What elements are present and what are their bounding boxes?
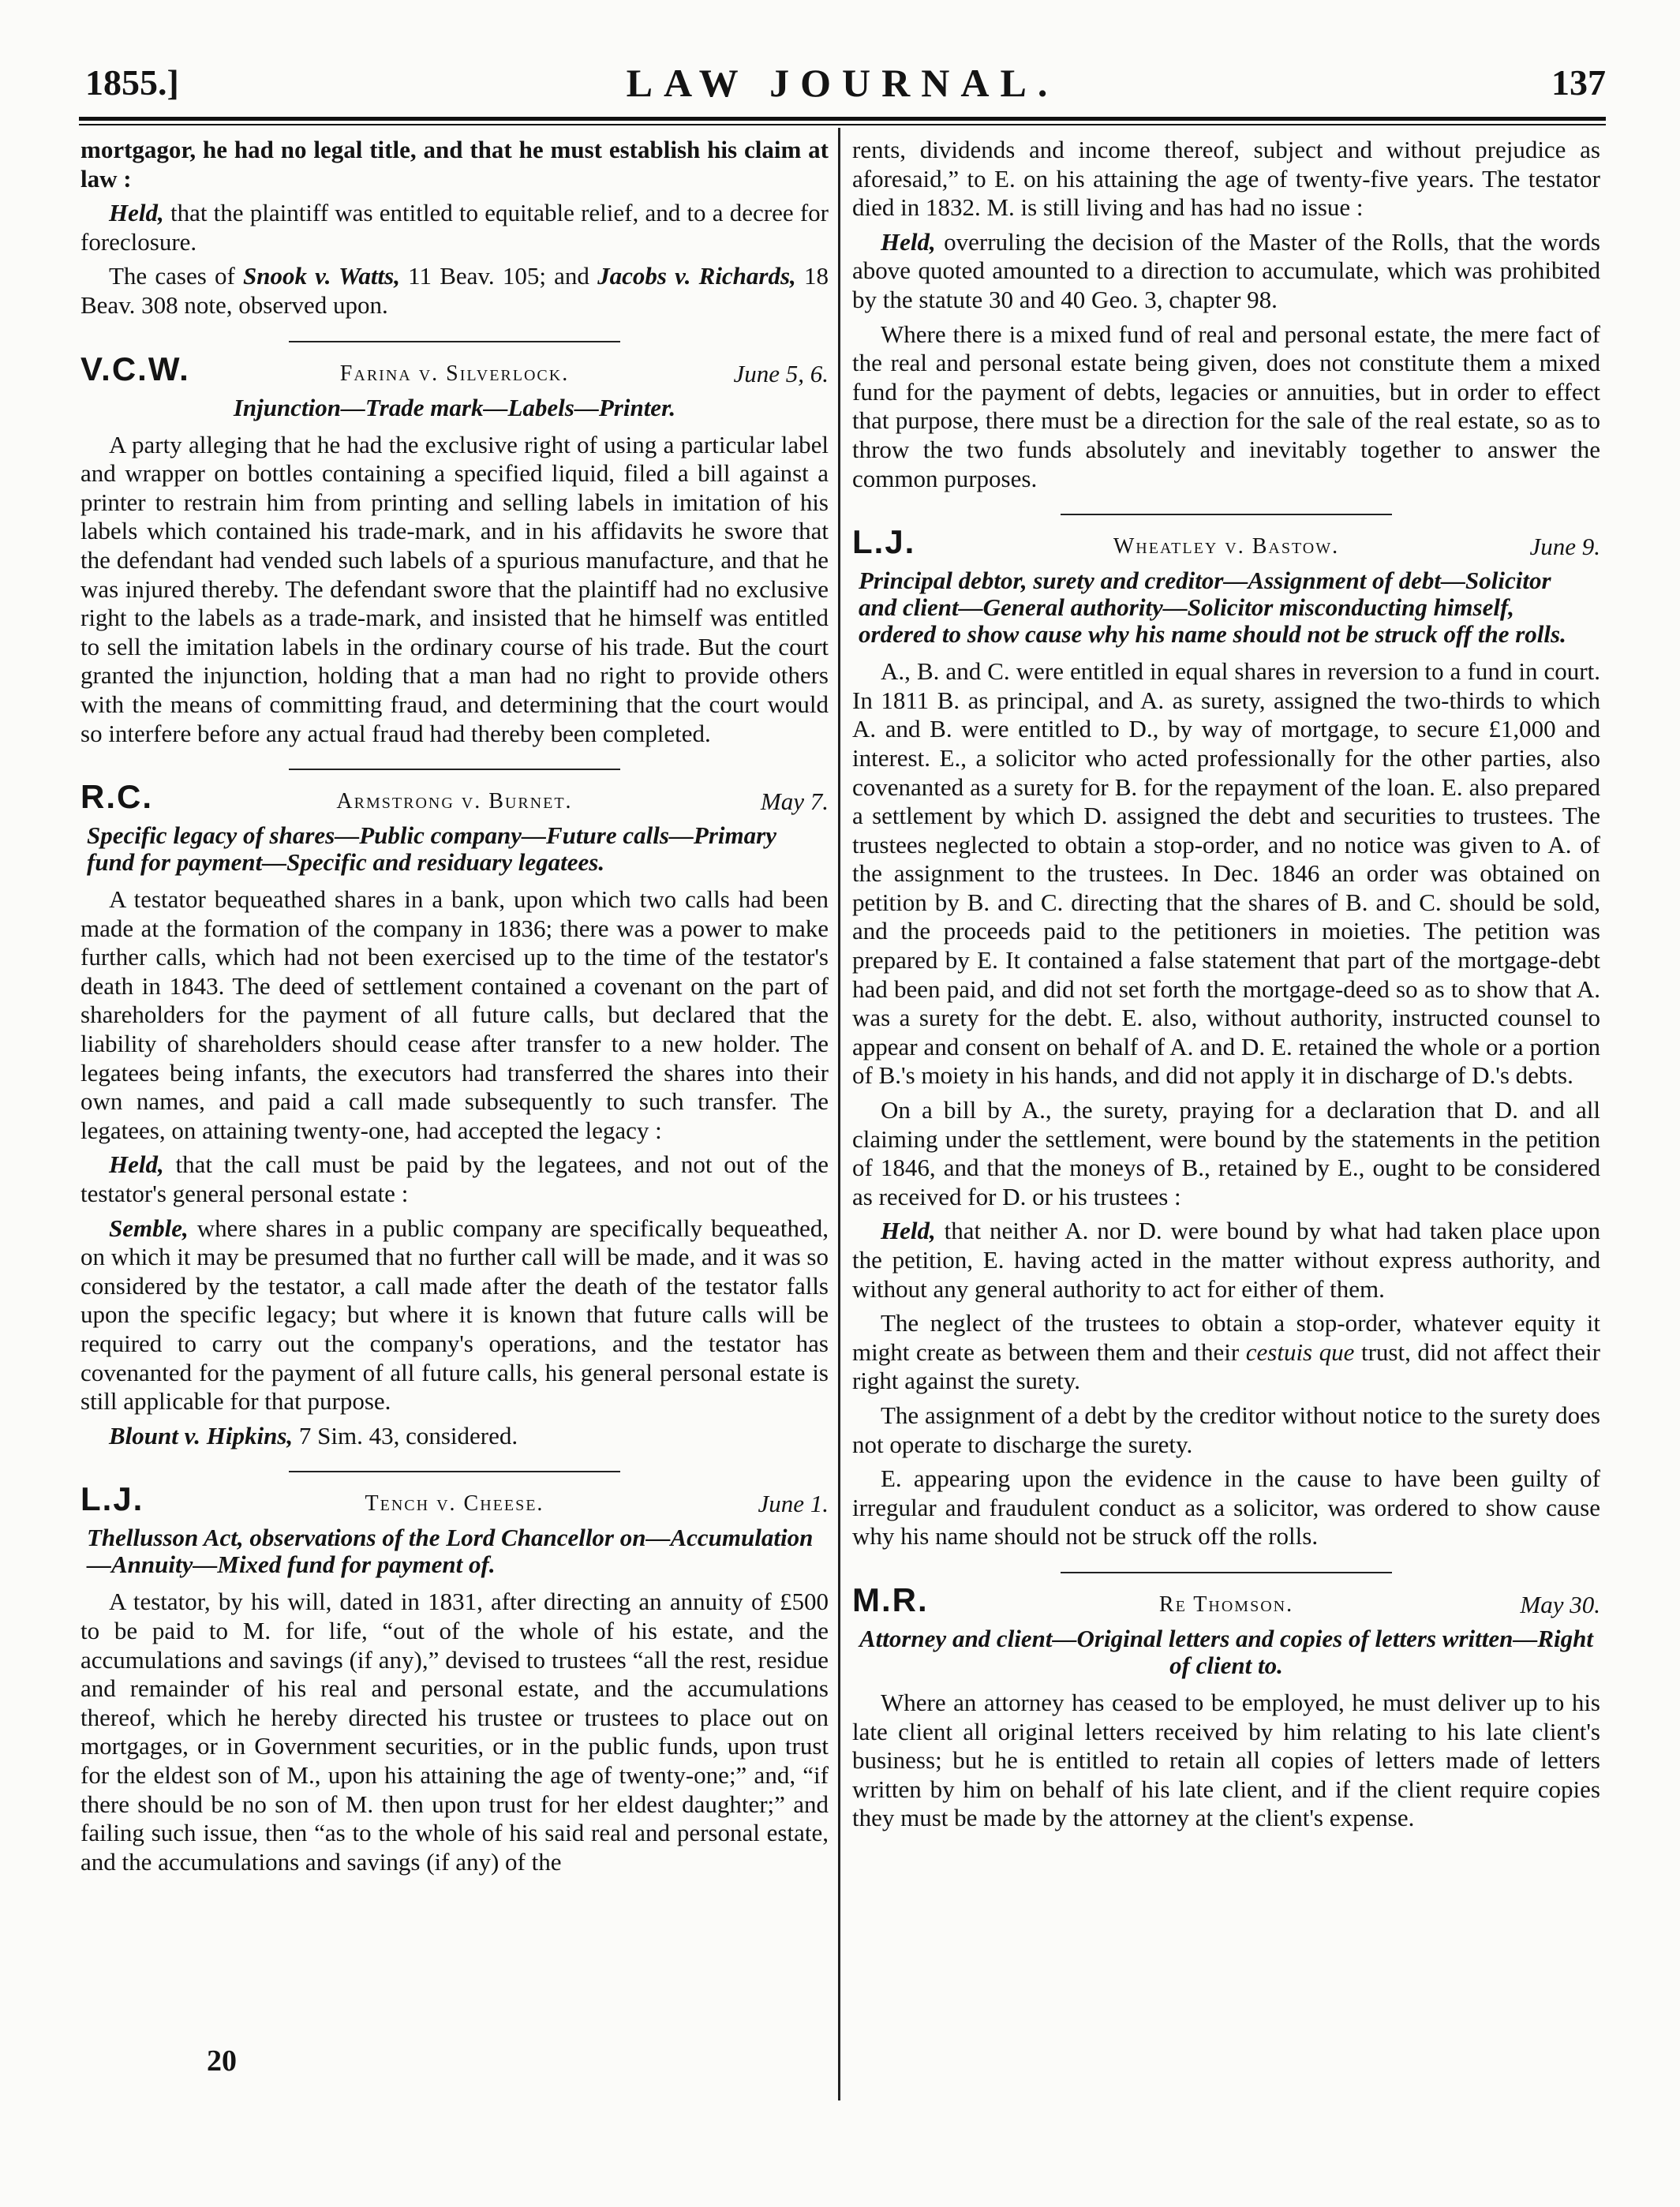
case-paragraph: A testator, by his will, dated in 1831, after directing an annuity of £500 to be paid to M. for life, “out of the whole of his estate, and the accumulations and savings (if any),” devised to trustees “all the rest, residue and remainder of his real and personal estate, and the accumulations thereof, which he hereby directed his trustee or trustees to place out on mortgages, or in Government securities, or in the public funds, upon trust for the eldest son of M., upon his attaining the age of twenty-one;” and, “if there should be no son of M. then upon trust for her eldest daughter;” and failing such issue, then “as to the whole of his said real and personal estate, and the accumulations and savings (if any) of the [80,1588,829,1876]
case-paragraph: Where an attorney has ceased to be employed, he must deliver up to his late client all original letters received by him relating to his late client's business; but he is entitled to retain all copies of letters made of letters written by him on behalf of his late client, and if the client require copies they must be made by the attorney at the client's expense. [852,1688,1600,1832]
continued-text: rents, dividends and income thereof, subject and without prejudice as aforesaid,” to E. on his attaining the age of twenty-five years. The testator died in 1832. M. is still living and has had no issue : [852,136,1600,222]
held-lead: Held, [109,199,164,227]
para-text-b: trust, did not affect their right against the surety. [852,1337,1600,1395]
case-paragraph: E. appearing upon the evidence in the cause to have been guilty of irregular and fraudulent conduct as a solicitor, was ordered to show cause why his name should not be struck off the rolls. [852,1464,1600,1551]
case-separator [1061,1572,1392,1573]
court-label: M.R. [852,1580,929,1618]
case-paragraph: A party alleging that he had the exclusive right of using a particular label and wrapper on bottles containing a specified liquid, filed a bill against a printer to restrain him from printing and selling labels in imitation of his labels which contained his trade-mark, and in his affidavits he swore that the defendant had vended such labels of a spurious manufacture, and that he was injured thereby. The defendant swore that the plaintiff had no exclusive right to the labels as a trade-mark, and insisted that he himself was entitled to sell the imitation labels in the ordinary course of his trade. But the court granted the injunction, holding that a man had no right to provide others with the means of committing fraud, and determining that the court would so interfere before any actual fraud had thereby been completed. [80,430,829,747]
holding-paragraph [852,228,1600,315]
case-parties: Re Thomson. [1158,1592,1294,1617]
holding-paragraph [80,1150,829,1208]
holding-paragraph [80,199,829,256]
header-rule [79,117,1606,121]
court-label: V.C.W. [80,350,190,387]
continued-text: mortgagor, he had no legal title, and that he must establish his claim at law : [80,136,829,193]
case-parties: Armstrong v. Burnet. [336,789,573,814]
court-label: L.J. [80,1480,144,1518]
case-parties: Tench v. Cheese. [365,1491,544,1517]
header-rule-thin [79,124,1606,125]
cases-text-c: 18 Beav. 308 note, observed upon. [80,262,829,319]
case-catchwords: Specific legacy of shares—Public company—Future calls—Primary fund for payment—Specific and residuary legatees. [87,821,776,877]
cases-paragraph [80,262,829,320]
case-catchwords: Attorney and client—Original letters and copies of letters written—Right of client to. [859,1624,1594,1679]
considered-paragraph [80,1422,829,1451]
cases-text-a: The cases of [109,262,243,290]
case-citation-1: Snook v. Watts, [243,262,400,290]
court-label: L.J. [852,523,916,561]
holding-paragraph [852,1217,1600,1304]
case-separator [289,769,620,770]
semble-lead: Semble, [109,1214,189,1242]
case-heading [80,1480,829,1524]
court-label: R.C. [80,778,153,816]
header-page-number: 137 [1551,62,1606,103]
case-separator [289,1471,620,1472]
case-date: June 9. [1529,533,1600,561]
case-separator [1061,514,1392,515]
case-catchwords: Principal debtor, surety and creditor—Assignment of debt—Solicitor and client—General authority—Solicitor misconducting himself, ordered to show cause why his name should not be struck off the rolls. [859,567,1566,649]
case-heading [852,523,1600,567]
case-separator [289,341,620,342]
case-date: May 7. [760,787,829,816]
case-catchwords: Injunction—Trade mark—Labels—Printer. [233,393,676,421]
case-paragraph: Where there is a mixed fund of real and personal estate, the mere fact of the real and personal estate being given, does not constitute them a mixed fund for the payment of debts, legacies or annuities, but in order to effect that purpose, there must be a direction for the sale of the real estate, so as to throw the two funds absolutely and inevitably together to answer the common purposes. [852,320,1600,492]
case-citation-2: Jacobs v. Richards, [597,262,796,290]
holding-text: that the plaintiff was entitled to equitable relief, and to a decree for foreclosure. [80,199,829,256]
case-paragraph: The assignment of a debt by the creditor without notice to the surety does not operate to discharge the surety. [852,1401,1600,1458]
case-citation: Blount v. Hipkins, [109,1421,294,1450]
para-text-a: The neglect of the trustees to obtain a stop-order, whatever equity it might create as between them and their [852,1309,1600,1366]
para-italic: cestuis que [1245,1337,1355,1366]
case-heading [852,1580,1600,1625]
holding-text: that neither A. nor D. were bound by what had taken place upon the petition, E. having acted in the matter without express authority, and without any general authority to act for either of them. [852,1217,1600,1303]
holding-text: overruling the decision of the Master of the Rolls, that the words above quoted amounted to a direction to accumulate, which was prohibited by the statute 30 and 40 Geo. 3, chapter 98. [852,227,1600,313]
held-lead: Held, [109,1150,164,1179]
case-date: June 5, 6. [733,359,829,387]
case-catchwords: Thellusson Act, observations of the Lord Chancellor on—Accumulation—Annuity—Mixed fund for payment of. [87,1524,814,1579]
case-paragraph: On a bill by A., the surety, praying for a declaration that D. and all claiming under the settlement, were bound by the statements in the petition of 1846, and that the moneys of B., retained by E., ought to be considered as received for D. or his trustees : [852,1096,1600,1210]
case-date: May 30. [1520,1590,1600,1618]
case-heading [80,778,829,822]
signature-mark: 20 [207,2044,237,2078]
page-header [79,49,1606,128]
header-title: LAW JOURNAL. [626,61,1059,105]
header-year: 1855.] [85,62,179,103]
case-parties: Wheatley v. Bastow. [1113,534,1340,559]
semble-paragraph [80,1214,829,1416]
held-lead: Held, [881,1217,936,1245]
right-column [852,136,1600,1833]
held-lead: Held, [881,227,936,256]
case-paragraph [852,1309,1600,1396]
left-column [80,136,829,1876]
case-date: June 1. [758,1490,829,1518]
case-paragraph: A testator bequeathed shares in a bank, upon which two calls had been made at the formation of the company in 1836; there was a power to make further calls, which had not been exercised up to the time of the testator's death in 1843. The deed of settlement contained a covenant on the part of shareholders for the payment of all future calls, but declared that the liability of shareholders should cease after transfer to a new holder. The legatees being infants, the executors had transferred the shares into their own names, and paid a call made subsequently to such transfer. The legatees, on attaining twenty-one, had accepted the legacy : [80,885,829,1144]
column-divider [838,128,840,2100]
cases-text-b: 11 Beav. 105; and [399,262,598,290]
holding-text: that the call must be paid by the legatees, and not out of the testator's general personal estate : [80,1150,829,1208]
case-parties: Farina v. Silverlock. [339,361,570,386]
case-paragraph: A., B. and C. were entitled in equal shares in reversion to a fund in court. In 1811 B. as principal, and A. as surety, assigned the two-thirds to which A. and B. were entitled to D., by way of mortgage, to secure £1,000 and interest. E., a solicitor who acted professionally for the other parties, also covenanted as a surety for B. for the repayment of the loan. E. also prepared a settlement by which D. assigned the debt and securities to trustees. The trustees neglected to obtain a stop-order, and no notice was given to A. of the assignment to the trustees. In Dec. 1846 an order was obtained on petition by B. and C. directing that the shares of B. and C. should be sold, and the proceeds paid to the petitioners in moieties. The petition was prepared by E. It contained a false statement that part of the mortgage-debt had been paid, and did not set forth the mortgage-deed so as to show that A. was a surety for the debt. E. also, without authority, instructed counsel to appear and consent on behalf of A. and D. E. retained the whole or a portion of B.'s moiety in his hands, and did not apply it in discharge of D.'s debts. [852,657,1600,1090]
considered-text: 7 Sim. 43, considered. [293,1421,518,1450]
case-heading [80,350,829,395]
semble-text: where shares in a public company are specifically bequeathed, on which it may be presumed that no further call will be made, and it was so considered by the testator, a call made after the death of the testator falls upon the specific legacy; but where it is known that future calls will be required to carry out the company's operations, and the testator has covenanted for the payment of all future calls, his general personal estate is still applicable for that purpose. [80,1214,829,1416]
